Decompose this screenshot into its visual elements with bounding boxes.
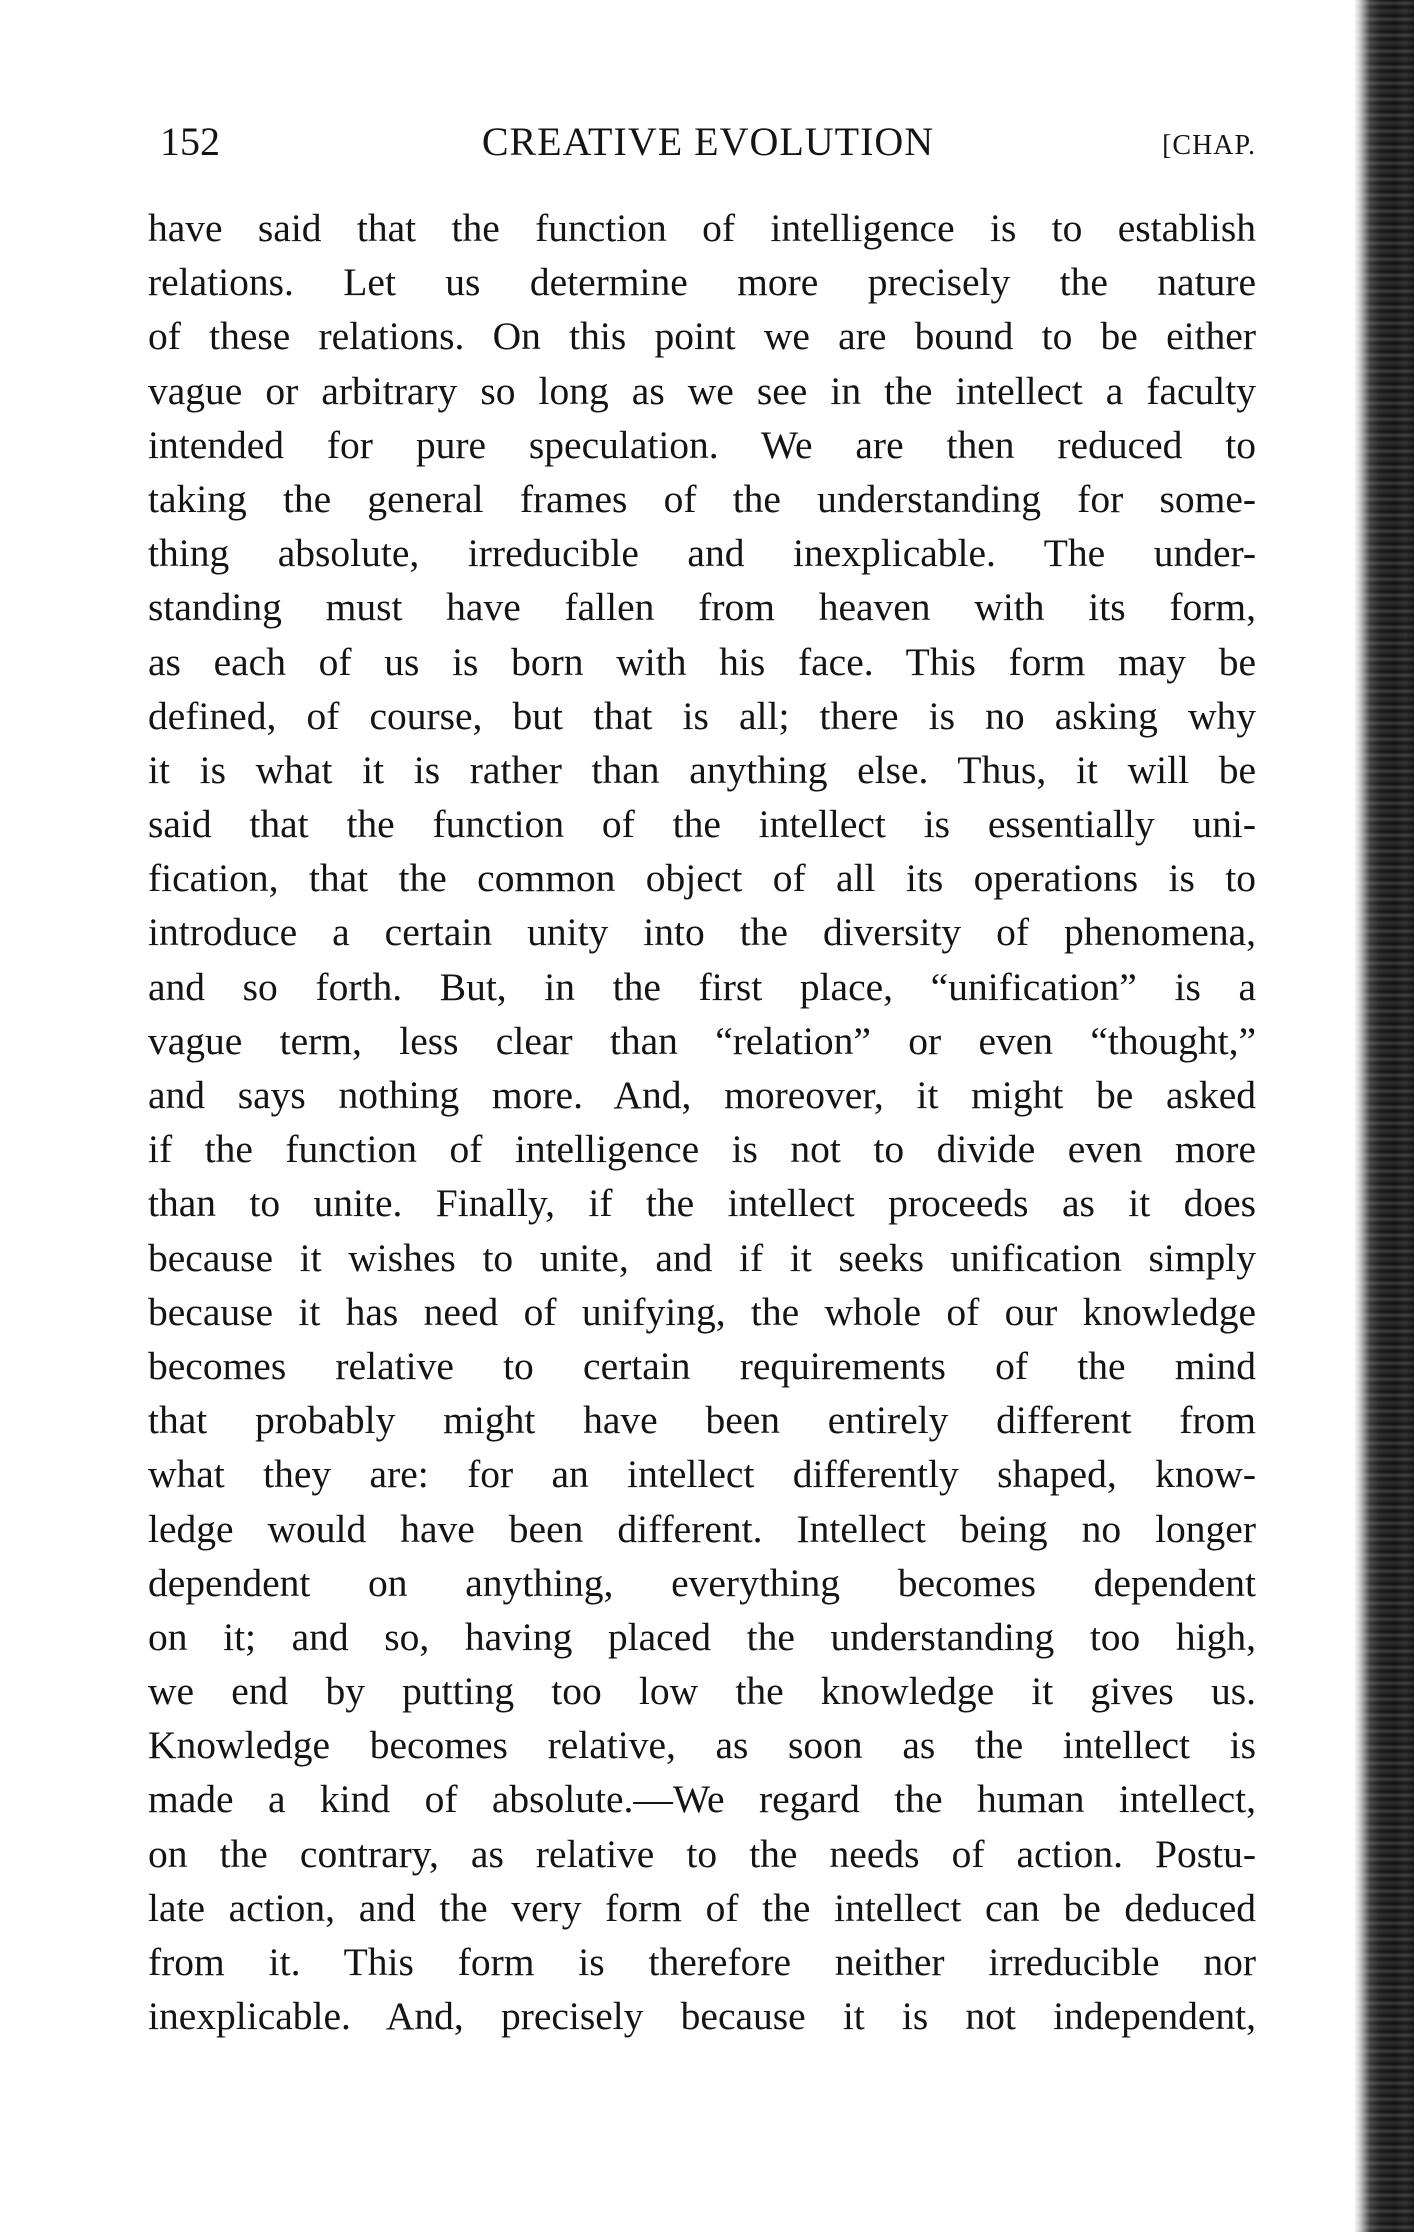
text-line: if the function of intelligence is not to divide even more [148, 1127, 1256, 1172]
text-line: because it has need of unifying, the whole of our knowledge [148, 1289, 1256, 1334]
text-line: that probably might have been entirely different from [148, 1398, 1256, 1443]
text-line: vague or arbitrary so long as we see in the intellect a faculty [148, 368, 1256, 413]
text-line: on the contrary, as relative to the needs of action. Postu- [148, 1831, 1256, 1876]
text-line: late action, and the very form of the intellect can be deduced [148, 1885, 1256, 1930]
text-line: of these relations. On this point we are bound to be either [148, 314, 1256, 359]
text-line: taking the general frames of the understanding for some- [148, 476, 1256, 521]
text-line: relations. Let us determine more precisely the nature [148, 260, 1256, 305]
text-line: from it. This form is therefore neither irreducible nor [148, 1940, 1256, 1984]
text-line: dependent on anything, everything becomes dependent [148, 1560, 1256, 1605]
page-edge-shadow [1354, 0, 1414, 2232]
running-title: CREATIVE EVOLUTION [481, 119, 935, 164]
text-line: standing must have fallen from heaven with its form, [148, 585, 1256, 630]
text-line: because it wishes to unite, and if it seeks unification simply [148, 1235, 1256, 1280]
text-line: said that the function of the intellect is essentially uni- [148, 802, 1256, 847]
chapter-mark: [CHAP. [1162, 130, 1256, 161]
text-line: thing absolute, irreducible and inexplicable. The under- [148, 531, 1256, 576]
body-text [148, 201, 1256, 2043]
text-line: and says nothing more. And, moreover, it might be asked [148, 1073, 1256, 1117]
running-head [160, 112, 1256, 172]
text-line: than to unite. Finally, if the intellect proceeds as it does [148, 1181, 1256, 1226]
text-line: vague term, less clear than “relation” or even “thought,” [148, 1018, 1256, 1063]
text-line: we end by putting too low the knowledge it gives us. [148, 1669, 1256, 1714]
text-line: what they are: for an intellect differently shaped, know- [148, 1452, 1256, 1497]
text-line: Knowledge becomes relative, as soon as the intellect is [148, 1723, 1256, 1768]
text-line: fication, that the common object of all its operations is to [148, 856, 1256, 901]
text-line: ledge would have been different. Intellect being no longer [148, 1506, 1256, 1551]
page-number: 152 [160, 119, 220, 164]
text-line: inexplicable. And, precisely because it is not independent, [148, 1994, 1256, 2039]
text-line: as each of us is born with his face. This form may be [148, 639, 1256, 684]
text-line: becomes relative to certain requirements of the mind [148, 1343, 1256, 1388]
text-line: introduce a certain unity into the diversity of phenomena, [148, 910, 1256, 955]
text-line: made a kind of absolute.—We regard the human intellect, [148, 1777, 1256, 1822]
text-line: have said that the function of intelligence is to establish [148, 206, 1256, 250]
text-line: it is what it is rather than anything else. Thus, it will be [148, 747, 1256, 792]
text-line: intended for pure speculation. We are then reduced to [148, 422, 1256, 467]
text-line: and so forth. But, in the first place, “unification” is a [148, 964, 1256, 1009]
text-line: on it; and so, having placed the understanding too high, [148, 1614, 1256, 1659]
text-line: defined, of course, but that is all; there is no asking why [148, 693, 1256, 738]
